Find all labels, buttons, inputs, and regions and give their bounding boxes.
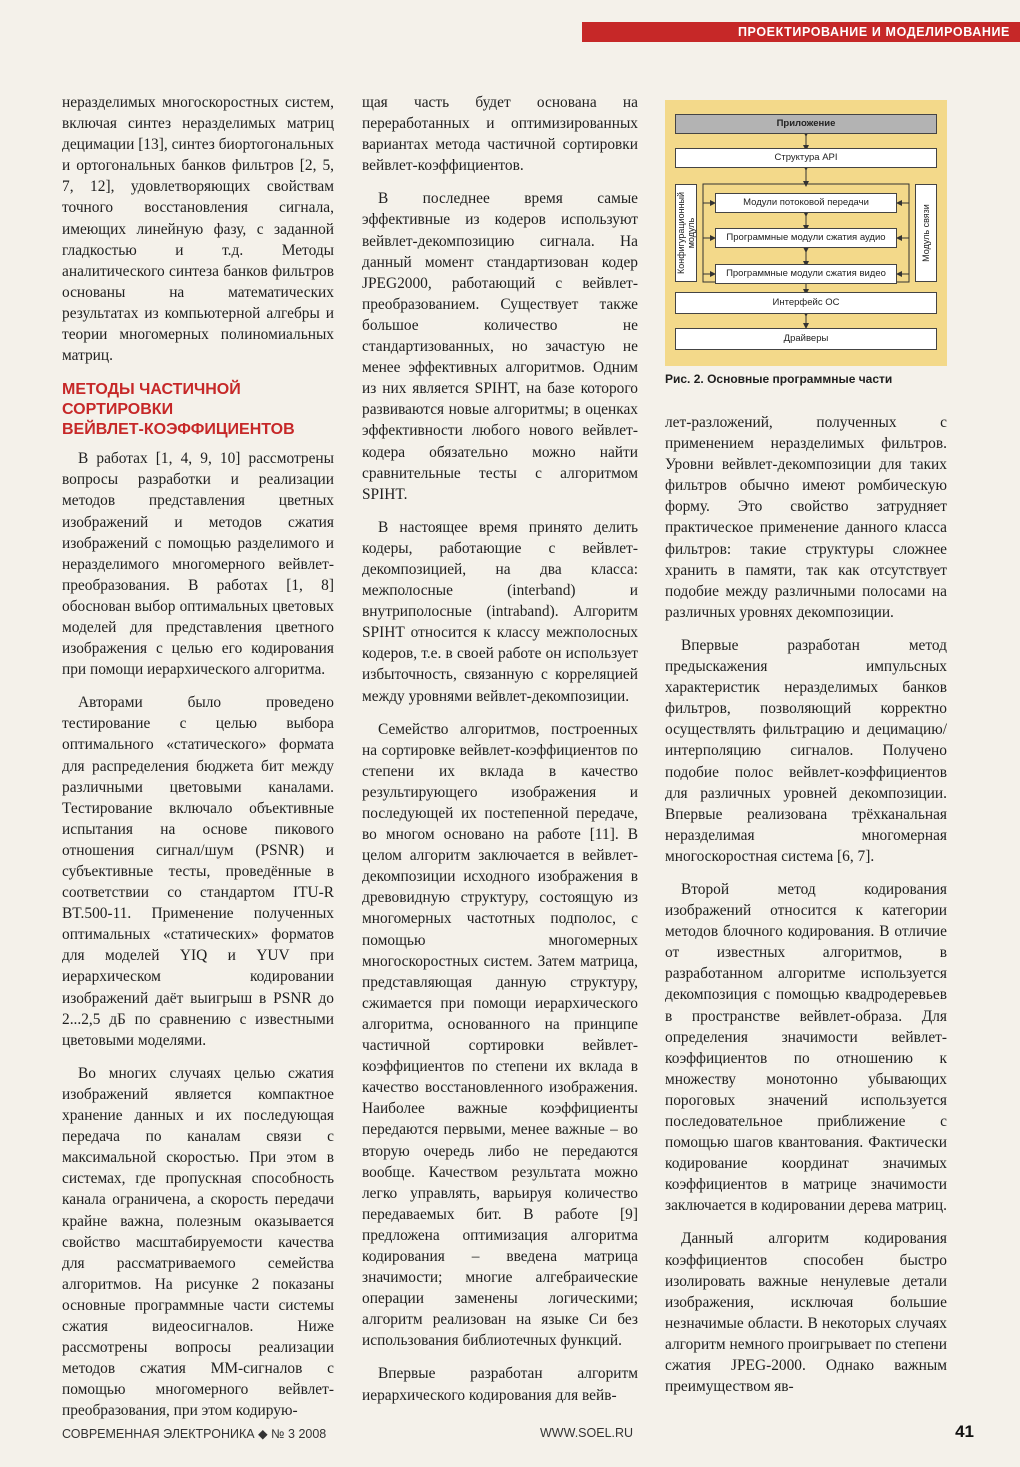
paragraph: Данный алгоритм кодирования коэффициентов способен быстро изолировать важные ненулевые детали изображения, исключая большие незначимые области. В некоторых случаях алгоритм немного проигрывает по степени сжатия JPEG-2000. Однако важным преимуществом яв- <box>665 1230 947 1396</box>
paragraph: Авторами было проведено тестирование с целью выбора оптимального «статического» формата для распределения бюджета бит между различными цветовыми каналами. Тестирование включало объективные испытания на основе пикового отношения сигнал/шум (PSNR) и субъективные тесты, проведённые в соответствии со стандартом ITU-R BT.500-11. Применение полученных оптимальных «статических» форматов для моделей YIQ и YUV при иерархическом кодировании изображений даёт выигрыш в PSNR до 2...2,5 дБ по сравнению с известными цветовыми моделями. <box>62 694 334 1049</box>
paragraph: Во многих случаях целью сжатия изображений является компактное хранение данных и их последующая передача по каналам связи с максимальной скоростью. При этом в системах, где пропускная способность канала ограничена, а скорость передачи крайне важна, полезным оказывается свойство масштабируемости качества для рассматриваемого семейства алгоритмов. На рисунке 2 показаны основные программные части системы сжатия видеосигналов. Ниже рассмотрены вопросы реализации методов сжатия ММ-сигналов с помощью многомерного вейвлет-преобразования, при этом кодирую- <box>62 1064 334 1420</box>
paragraph: щая часть будет основана на переработанных и оптимизированных вариантах метода частичной сортировки вейвлет-коэффициентов. <box>362 94 638 175</box>
comm-module-block <box>915 184 937 282</box>
paragraph: Семейство алгоритмов, построенных на сортировке вейвлет-коэффициентов по степени их вклада в качество результирующего изображения и последующей их постепенной передаче, во многом основано на работе [11]. В целом алгоритм заключается в вейвлет-декомпозиции исходного изображения в древовидную структуру, состоящую из многомерных частотных подполос, с помощью многомерных многоскоростных систем. Затем матрица, представляющая данную структуру, сжимается при помощи иерархического алгоритма, основанного на принципе частичной сортировки вейвлет-коэффициентов по степени их вклада в качество восстановленного изображения. Наиболее важные коэффициенты передаются первыми, менее важные – во вторую очередь либо не передаются вообще. Качеством результата можно легко управлять, варьируя количество передаваемых бит. В работе [9] предложена оптимизация алгоритма кодирования – введена матрица значимости; многие алгебраические операции заменены логическими; алгоритм реализован на языке Си без использования библиотечных функций. <box>362 720 638 1350</box>
config-module-block <box>675 184 697 282</box>
paragraph: Впервые разработан метод предыскажения импульсных характеристик неразделимых банков фильтров, позволяющий корректно осуществлять фильтрацию и децимацию/интерполяцию сигналов. Получено подобие полос вейвлет-коэффициентов для различных уровней декомпозиции. Впервые реализована трёхканальная неразделимая многомерная многоскоростная система [6, 7]. <box>665 636 947 865</box>
os-interface-block: Интерфейс ОС <box>675 292 937 314</box>
paragraph: Впервые разработан алгоритм иерархического кодирования для вейв- <box>362 1365 638 1404</box>
journal-title: СОВРЕМЕННАЯ ЭЛЕКТРОНИКА ◆ № 3 2008 <box>62 1427 327 1441</box>
audio-modules-block: Программные модули сжатия аудио <box>715 228 897 248</box>
text-column-1 <box>62 92 334 1421</box>
video-modules-block: Программные модули сжатия видео <box>715 264 897 284</box>
software-architecture-diagram <box>665 100 947 366</box>
paragraph: В настоящее время принято делить кодеры, работающие с вейвлет-декомпозицией, на два класса: межполосные (interband) и внутриполосные (intraband). Алгоритм SPIHT относится к классу межполосных кодеров, т.е. в своей работе он использует избыточность, связанную с корреляцией между уровнями вейвлет-декомпозиции. <box>362 518 638 705</box>
drivers-block: Драйверы <box>675 328 937 350</box>
section-heading-line: ВЕЙВЛЕТ-КОЭФФИЦИЕНТОВ <box>62 421 295 439</box>
application-block: Приложение <box>675 114 937 134</box>
paragraph: В последнее время самые эффективные из кодеров используют вейвлет-декомпозицию сигнала. На данный момент стандартизован кодер JPEG2000, работающий с вейвлет-преобразованием. Существует также большое количество не стандартизованных, но зачастую не менее эффективных алгоритмов. Одним из них является SPIHT, на базе которого развиваются новые алгоритмы; в оценках эффективности любого нового вейвлет-кодера обязательно можно найти сравнительные тесты с алгоритмом SPIHT. <box>362 190 638 503</box>
paragraph: Второй метод кодирования изображений относится к категории методов блочного кодирования. В отличие от известных алгоритмов, в разработанном алгоритме используется декомпозиция с помощью квадродеревьев в пространстве вейвлет-образа. Для определения значимости вейвлет-коэффициентов по отношению к множеству монотонно убывающих пороговых значений используется последовательное приближение с помощью шагов квантования. Фактически кодирование координат значимых коэффициентов в матрице значимости заключается в кодировании дерева матриц. <box>665 880 947 1215</box>
section-heading-line: МЕТОДЫ ЧАСТИЧНОЙ <box>62 381 241 399</box>
text-column-2 <box>362 92 638 1406</box>
paragraph: неразделимых многоскоростных систем, включая синтез неразделимых матриц децимации [13], синтез биортогональных и ортогональных банков фильтров [2, 5, 7, 12], удовлетворяющих свойствам точного восстановления сигнала, имеющих линейную фазу, с заданной гладкостью и т.д. Методы аналитического синтеза банков фильтров основаны на математических результатах из компьютерной алгебры и теории многомерных полиномиальных матриц. <box>62 94 334 365</box>
api-block: Структура API <box>675 148 937 168</box>
section-heading-line: СОРТИРОВКИ <box>62 401 174 419</box>
website-link[interactable]: WWW.SOEL.RU <box>540 1426 634 1440</box>
paragraph: лет-разложений, полученных с применением неразделимых фильтров. Уровни вейвлет-декомпозиции для таких фильтров обычно имеют ромбическую форму. Это свойство затрудняет практическое применение данного класса фильтров: такие структуры сложнее хранить в памяти, так как отсутствует подобие между различными полосами на различных уровнях декомпозиции. <box>665 414 947 621</box>
section-header-bar: ПРОЕКТИРОВАНИЕ И МОДЕЛИРОВАНИЕ <box>582 22 1020 42</box>
page-footer <box>62 1424 974 1444</box>
paragraph: В работах [1, 4, 9, 10] рассмотрены вопросы разработки и реализации методов представления цветных изображений и методов сжатия изображений с помощью разделимого и неразделимого многомерного вейвлет-преобразования. В работах [1, 8] обоснован выбор оптимальных цветовых моделей для представления цветного изображения с целью его кодирования при помощи иерархического алгоритма. <box>62 450 334 679</box>
section-heading <box>62 380 334 440</box>
text-column-3 <box>665 412 947 1397</box>
figure-caption: Рис. 2. Основные программные части <box>665 372 893 386</box>
streaming-modules-block: Модули потоковой передачи <box>715 193 897 213</box>
comm-module-label: Модуль связи <box>921 204 931 262</box>
config-module-label: Конфигурационный модуль <box>676 192 696 274</box>
page-number: 41 <box>955 1422 974 1441</box>
